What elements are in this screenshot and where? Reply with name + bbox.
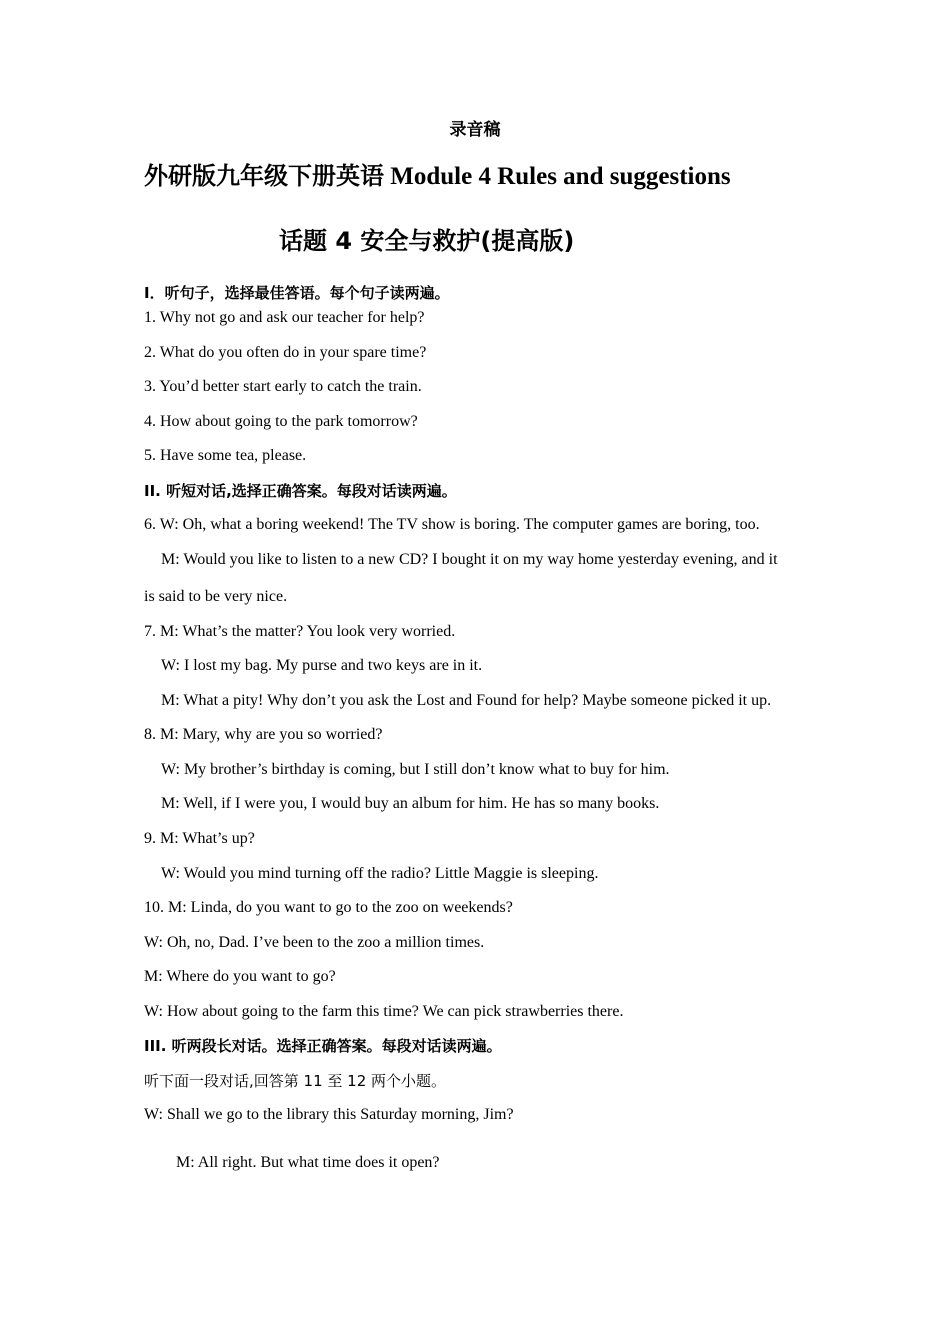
- dialogue-line: W: I lost my bag. My purse and two keys are in it.: [161, 657, 483, 674]
- section-3-heading: III. 听两段长对话。选择正确答案。每段对话读两遍。: [144, 1037, 502, 1055]
- list-item: 4. How about going to the park tomorrow?: [144, 413, 418, 430]
- dialogue-line: M: What a pity! Why don’t you ask the Lost and Found for help? Maybe someone picked it up.: [161, 692, 772, 709]
- dialogue-line: W: Would you mind turning off the radio? Little Maggie is sleeping.: [161, 865, 599, 882]
- doc-title: [144, 161, 731, 192]
- doc-title-cn: 外研版九年级下册英语: [144, 162, 384, 190]
- section-2-heading: II. 听短对话,选择正确答案。每段对话读两遍。: [144, 482, 457, 500]
- section-3-intro: 听下面一段对话,回答第 11 至 12 两个小题。: [144, 1072, 447, 1090]
- section-1-heading: I．听句子，选择最佳答语。每个句子读两遍。: [144, 284, 450, 302]
- dialogue-line: 9. M: What’s up?: [144, 830, 255, 847]
- dialogue-line: M: Where do you want to go?: [144, 968, 336, 985]
- dialogue-line: 7. M: What’s the matter? You look very worried.: [144, 623, 456, 640]
- dialogue-line: M: All right. But what time does it open?: [176, 1154, 440, 1171]
- dialogue-line: W: Oh, no, Dad. I’ve been to the zoo a million times.: [144, 934, 485, 951]
- doc-subtitle-text: 话题 4 安全与救护(提高版): [279, 227, 575, 255]
- doc-label: 录音稿: [449, 120, 501, 140]
- doc-subtitle: [279, 226, 574, 257]
- doc-title-en: Module 4 Rules and suggestions: [390, 163, 731, 190]
- dialogue-line: 6. W: Oh, what a boring weekend! The TV show is boring. The computer games are boring, too.: [144, 516, 760, 533]
- dialogue-line: 8. M: Mary, why are you so worried?: [144, 726, 383, 743]
- dialogue-line: W: How about going to the farm this time? We can pick strawberries there.: [144, 1003, 624, 1020]
- dialogue-line: W: Shall we go to the library this Saturday morning, Jim?: [144, 1106, 514, 1123]
- list-item: 5. Have some tea, please.: [144, 447, 307, 464]
- dialogue-line: M: Well, if I were you, I would buy an album for him. He has so many books.: [161, 795, 660, 812]
- dialogue-line: W: My brother’s birthday is coming, but I still don’t know what to buy for him.: [161, 761, 670, 778]
- dialogue-line: is said to be very nice.: [144, 588, 288, 605]
- list-item: 1. Why not go and ask our teacher for help?: [144, 309, 425, 326]
- list-item: 2. What do you often do in your spare time?: [144, 344, 427, 361]
- dialogue-line: M: Would you like to listen to a new CD? I bought it on my way home yesterday evening, and it: [161, 551, 778, 568]
- dialogue-line: 10. M: Linda, do you want to go to the zoo on weekends?: [144, 899, 513, 916]
- list-item: 3. You’d better start early to catch the train.: [144, 378, 422, 395]
